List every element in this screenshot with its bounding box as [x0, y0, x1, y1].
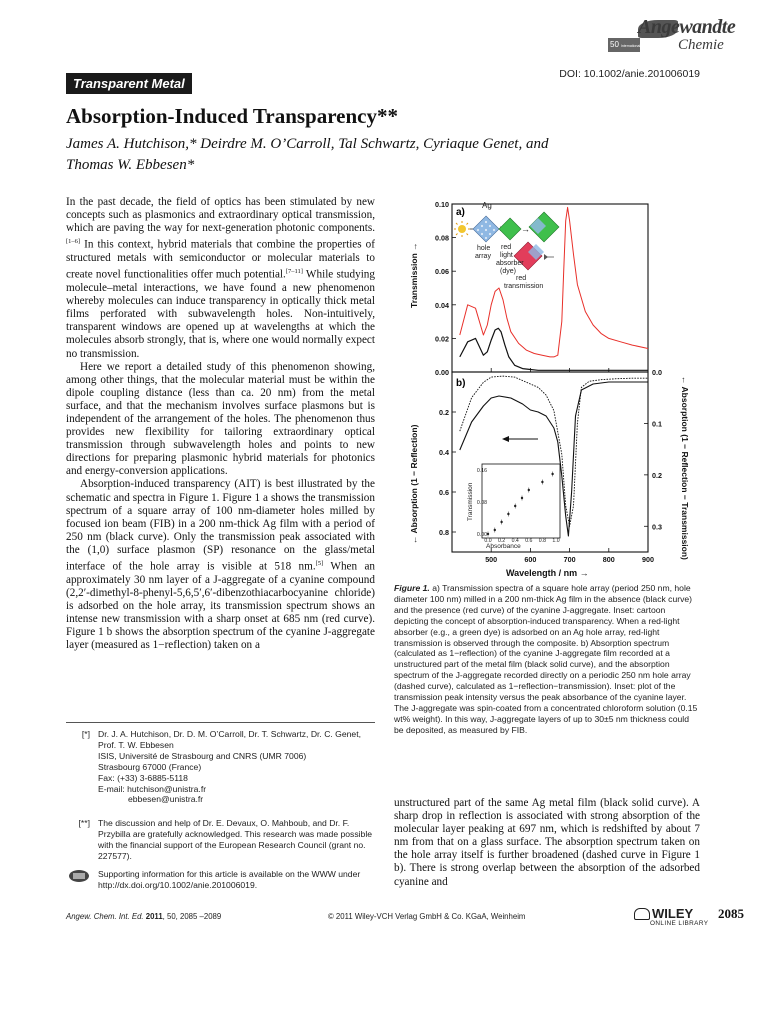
panel-b-ylabel-right: ← Absorption (1 − Reflection − Transmission): [680, 376, 690, 560]
panel-a-ytick-label: 0.06: [435, 267, 449, 277]
copyright: © 2011 Wiley-VCH Verlag GmbH & Co. KGaA, Weinheim: [328, 912, 526, 921]
text-run: When an approximately 30 nm layer of a J-aggregate of a cyanine compound (2,2′-dimethyl-8-phenyl-5,6,5′,6′-dibenzothiacarbocyanine chloride) is adsorbed on the hole array, its transmission spectrum shows an intense new transmission with a sharp onset at 685 nm (red curve). Figure 1 b shows the absorption spectrum of the cyanine J-aggregate layer (measured as 1−reflection) taken on a: [66, 560, 375, 652]
footnote-mark: [**]: [78, 818, 90, 828]
paragraph-3: [66, 478, 375, 652]
article-title: Absorption-Induced Transparency**: [66, 104, 398, 128]
panel-a-ytick-label: 0.08: [435, 233, 449, 243]
figure-caption: [394, 583, 700, 736]
caption-text: a) Transmission spectra of a square hole array (period 250 nm, hole diameter 100 nm) milled in a 200 nm-thick Ag film in the absence (black curve) and the presence (red curve) of the cyanine J-aggregate. Inset: cartoon depicting the concept of absorption-induced transparency. When a red-light absorber (e.g., a green dye) is adsorbed on an Ag hole array, red-light transmission is observed through the composite. b) Absorption spectrum (calculated as 1−reflection) of the cyanine J-aggregate film recorded at a unstructured part of the metal film (black solid curve), and the absorption spectrum of the J-aggregate recorded directly on a periodic 250 nm hole array (dashed curve), calculated as 1−reflection−transmission). Inset: plot of the transmission peak intensity versus the peak absorbance of the cyanine layer. The J-aggregate was spin-coated from a concentrated chloroform solution (0.15 wt% weight). In this way, J-aggregate layers of up to 30±5 nm thickness could be deposited, as measured by FIB.: [394, 583, 698, 735]
section-label: Transparent Metal: [66, 73, 192, 94]
text-run: Absorption-induced transparency (AIT) is best illustrated by the schematic and spectra in Figure 1. Figure 1 a shows the transmission spectrum of a square array of 100 nm-diameter holes milled by focused ion beam (FIB) in a 200 nm-thick Ag film with a period of 250 nm (black curve). Only the transmission peak associated with the (1,0) surface plasmon (SP) resonance on the glass/metal interface of the hole array is visible at 518 nm.: [66, 478, 375, 573]
paragraph-1: [66, 196, 375, 361]
inset-ytick-label: 0.00: [476, 532, 487, 538]
inset-data-point: [507, 513, 509, 515]
footer-journal: Angew. Chem. Int. Ed.: [66, 912, 144, 921]
paragraph-2: Here we report a detailed study of this phenomenon showing, among other things, that the molecular material must be within the dipole coupling distance (less than ca. 20 nm) from the metal surface, and that the mechanism involves surface plasmons but is independent of the arrangement of the holes. The phenomenon thus provides new flexibility for tailoring extraordinary optical transmission through subwavelength holes and points to new directions for preparing plasmonic hybrid materials for photonics and energy-conversion applications.: [66, 360, 375, 478]
inset-data-point: [528, 489, 530, 491]
panel-b-ytick-left-label: 0.4: [439, 448, 449, 457]
footnote-text[interactable]: Supporting information for this article is available on the WWW under http://dx.doi.org/10.1002/anie.201006019.: [98, 869, 361, 890]
panel-b-xtick-label: 800: [602, 555, 615, 564]
journal-citation: [66, 912, 221, 921]
inset-data-point: [551, 473, 553, 475]
panel-b-xtick-label: 900: [642, 555, 654, 564]
figure-1: [394, 188, 704, 580]
panel-a-series-line: [460, 328, 648, 370]
logo-badge-text: International Edition: [610, 44, 641, 63]
footnote-line: ISIS, Université de Strasbourg and CNRS (UMR 7006): [98, 750, 307, 761]
footer-volume: , 50, 2085 –2089: [162, 912, 222, 921]
inset-ytick-label: 0.16: [476, 468, 487, 474]
logo-chemie: Chemie: [678, 37, 724, 53]
authors-line-2: Thomas W. Ebbesen*: [66, 157, 195, 173]
email-link[interactable]: ebbesen@unistra.fr: [128, 794, 204, 805]
panel-a-ytick-label: 0.02: [435, 334, 449, 344]
footnote-divider: [66, 722, 375, 723]
inset-xtick-label: 0.6: [525, 538, 533, 544]
caption-label: Figure 1.: [394, 583, 430, 593]
arrow-icon: →: [521, 224, 530, 234]
footnote-line: Strasbourg 67000 (France): [98, 761, 202, 772]
citation-ref[interactable]: [5]: [315, 560, 324, 567]
panel-b-ytick-right-label: 0.3: [652, 522, 662, 532]
supporting-info-icon: [66, 869, 90, 886]
inset-data-point: [487, 533, 489, 535]
inset-xtick-label: 0.2: [497, 538, 506, 544]
sun-icon: [454, 221, 470, 237]
panel-a-ytick-label: 0.10: [435, 200, 449, 209]
panel-b-xtick-label: 700: [563, 555, 576, 564]
text-run: While studying molecule–metal interactions, we have found a new phenomenon whereby molecules can induce transparency in optically thick metal films perforated with subwavelength holes. Non-intuitively, transparent windows are opened up at wavelengths at which the molecules absorb strongly, that is, where one would normally expect no transmission.: [66, 268, 375, 360]
inset-data-point: [541, 481, 543, 483]
inset-label-red-transmission: red transmission: [504, 275, 544, 290]
inset-label-hole-array: hole array: [475, 245, 491, 260]
wiley-text: WILEY: [652, 906, 694, 921]
body-left-column: [66, 196, 375, 652]
panel-a-label: a): [456, 207, 465, 218]
text-run: In this context, hybrid materials that combine the properties of structured metals with semiconductor or molecular materials to create novel functionalities offer much potential.: [66, 239, 375, 281]
panel-b-ylabel-left: ← Absorption (1 − Reflection): [409, 424, 419, 544]
footnote-line: Dr. J. A. Hutchison, Dr. D. M. O’Carroll, Dr. T. Schwartz, Dr. C. Genet,: [98, 729, 361, 739]
panel-a-ytick-label: 0.00: [435, 368, 449, 377]
logo-badge: [608, 38, 641, 63]
author-list: [66, 134, 686, 176]
panel-b-ytick-left-label: 0.8: [439, 528, 449, 537]
panel-b-xtick-label: 600: [524, 555, 537, 564]
inset-ytick-label: 0.08: [476, 500, 487, 506]
panel-b-ytick-right-label: 0.0: [652, 368, 662, 377]
inset-label-ag: Ag: [482, 201, 492, 210]
body-right-column: [394, 797, 700, 889]
panel-b-label: b): [456, 378, 466, 389]
email-link[interactable]: E-mail: hutchison@unistra.fr: [98, 783, 207, 794]
logo-angewandte: Angewandte: [638, 16, 736, 38]
wiley-mark-icon: [634, 908, 650, 920]
inset-data-point: [521, 497, 523, 499]
transparency-cartoon: [454, 201, 559, 290]
panel-a-ylabel: Transmission →: [409, 242, 419, 308]
inset-xtick-label: 0.4: [511, 538, 519, 544]
footnote-affiliation: [66, 729, 375, 805]
footnote-supporting-info: [66, 869, 375, 891]
footnote-line: Prof. T. W. Ebbesen: [98, 739, 174, 750]
panel-b-xtick-label: 500: [485, 555, 498, 564]
panel-b-xlabel: Wavelength / nm →: [506, 568, 589, 578]
inset-xtick-label: 0.8: [538, 538, 547, 544]
inset-data-point: [514, 505, 516, 507]
inset-xtick-label: 0.0: [484, 538, 492, 544]
authors-line-1: James A. Hutchison,* Deirdre M. O’Carroll, Tal Schwartz, Cyriaque Genet, and: [66, 136, 549, 152]
footer-year: 2011: [145, 912, 163, 921]
footnote-line: Fax: (+33) 3-6885-5118: [98, 772, 188, 783]
panel-b-ytick-right-label: 0.1: [652, 419, 662, 429]
citation-ref[interactable]: [1–6]: [66, 238, 81, 246]
inset-data-point: [494, 529, 496, 531]
inset-xlabel: Absorbance: [486, 543, 521, 550]
panel-b-inset: [467, 464, 560, 550]
paragraph-4: unstructured part of the same Ag metal film (black solid curve). A sharp drop in reflection is associated with strong absorption of the molecular layer peaking at 697 nm, which is redshifted by about 7 nm from that on a glass surface. The absorption spectrum taken on the hole array itself is further broadened (dashed curve in Figure 1 b). There is strong overlap between the absorption of the adsorbed cyanine and: [394, 797, 700, 888]
panel-a-ytick-label: 0.04: [435, 300, 449, 310]
panel-b-ytick-left-label: 0.6: [439, 488, 449, 497]
doi[interactable]: DOI: 10.1002/anie.201006019: [559, 68, 700, 80]
panel-b-ytick-left-label: 0.2: [439, 408, 449, 417]
text-run: In the past decade, the field of optics has been stimulated by new concepts such as plasmonics and extraordinary optical transmission, which are paving the way for next-generation photonic components.: [66, 196, 375, 235]
wiley-logo: [632, 906, 720, 930]
inset-xtick-label: 1.0: [552, 538, 560, 544]
page-number: 2085: [718, 906, 744, 921]
footnote-mark: [*]: [81, 729, 90, 739]
journal-logo: [602, 14, 752, 63]
logo-badge-number: 50: [610, 40, 619, 49]
footnote-acknowledgment: [66, 818, 375, 862]
online-library-text: ONLINE LIBRARY: [650, 920, 709, 927]
left-arrow-icon: [502, 436, 538, 442]
footnote-text: The discussion and help of Dr. E. Devaux, O. Mahboub, and Dr. F. Przybilla are gratefully acknowledged. This research was made possible with the financial support of the European Research Council (grant no. 227577).: [98, 818, 373, 861]
inset-data-point: [500, 521, 502, 523]
panel-b-ytick-right-label: 0.2: [652, 470, 662, 480]
citation-ref[interactable]: [7–11]: [285, 268, 303, 276]
dye-diamond: [499, 218, 521, 240]
inset-ylabel: Transmission: [467, 482, 474, 521]
inset-label-absorber: red light absorber (dye): [496, 244, 524, 275]
